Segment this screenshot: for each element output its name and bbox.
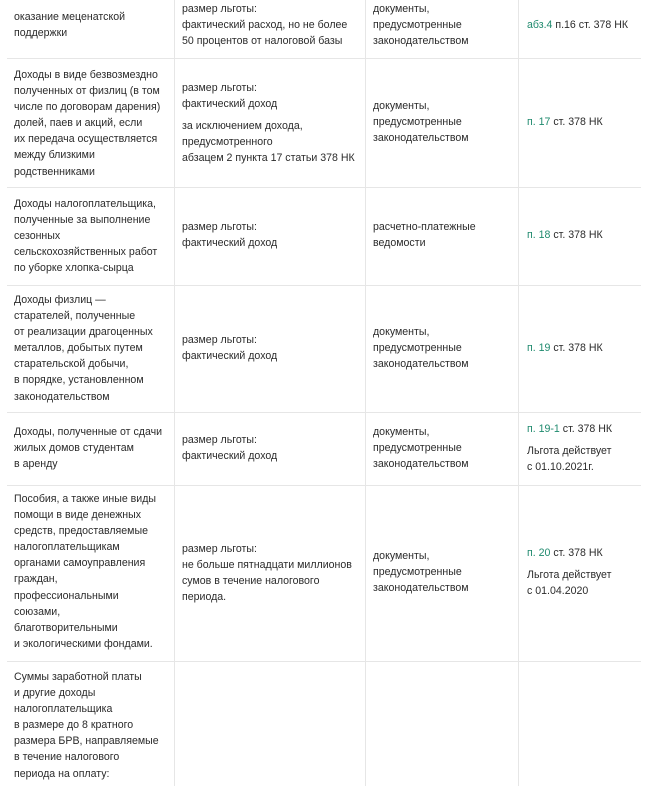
table-row bbox=[7, 59, 641, 188]
benefit-exception-text: за исключением дохода, предусмотренного абзацем 2 пункта 17 статьи 378 НК bbox=[182, 120, 355, 165]
reference-cell bbox=[519, 188, 641, 285]
income-type-text: Доходы налогоплательщика, полученные за выполнение сезонных сельскохозяйственных работ по уборке хлопка-сырца bbox=[14, 198, 158, 275]
documents-cell bbox=[366, 0, 519, 58]
reference-cell bbox=[519, 662, 641, 786]
benefit-size-text: размер льготы: фактический доход bbox=[182, 334, 278, 363]
reference-text bbox=[527, 545, 639, 561]
reference-suffix: ст. 378 НК bbox=[550, 547, 603, 559]
table-row bbox=[7, 188, 641, 286]
benefit-size-text: размер льготы: фактический расход, но не более 50 процентов от налоговой базы bbox=[182, 3, 348, 48]
reference-link[interactable]: п. 17 bbox=[527, 116, 551, 128]
documents-cell bbox=[366, 188, 519, 285]
reference-text bbox=[527, 17, 639, 33]
income-type-cell bbox=[7, 286, 175, 412]
table-row bbox=[7, 486, 641, 662]
benefit-size-cell bbox=[175, 286, 366, 412]
income-type-text: Суммы заработной платы и другие доходы налогоплательщика в размере до 8 кратного размера БРВ, направляемые в течение налогового периода на оплату: bbox=[14, 671, 159, 780]
benefit-size-text: размер льготы: фактический доход bbox=[182, 221, 278, 250]
income-type-cell bbox=[7, 413, 175, 485]
reference-cell bbox=[519, 286, 641, 412]
documents-text: документы, предусмотренные законодательством bbox=[373, 326, 469, 371]
reference-suffix: ст. 378 НК bbox=[550, 342, 603, 354]
documents-text: документы, предусмотренные законодательством bbox=[373, 100, 469, 145]
reference-cell bbox=[519, 486, 641, 661]
documents-text: расчетно-платежные ведомости bbox=[373, 221, 476, 250]
documents-cell bbox=[366, 286, 519, 412]
table-row bbox=[7, 662, 641, 786]
documents-cell bbox=[366, 59, 519, 187]
reference-suffix: ст. 378 НК bbox=[550, 229, 603, 241]
documents-cell bbox=[366, 486, 519, 661]
income-type-text: Доходы, полученные от сдачи жилых домов студентам в аренду bbox=[14, 426, 163, 471]
reference-suffix: п.16 ст. 378 НК bbox=[552, 19, 629, 31]
documents-cell bbox=[366, 662, 519, 786]
benefit-size-text: размер льготы: не больше пятнадцати миллионов сумов в течение налогового периода. bbox=[182, 543, 352, 604]
validity-note: Льгота действует с 01.04.2020 bbox=[527, 569, 612, 598]
reference-link[interactable]: абз.4 bbox=[527, 19, 553, 31]
income-type-text: Доходы в виде безвозмездно полученных от физлиц (в том числе по договорам дарения) долей, паев и акций, если их передача осуществляется между близкими родственниками bbox=[14, 69, 161, 178]
table-row bbox=[7, 286, 641, 413]
reference-cell bbox=[519, 0, 641, 58]
income-type-text: Пособия, а также иные виды помощи в виде денежных средств, предоставляемые налогоплательщикам органами самоуправления граждан, профессиональными союзами, благотворительными и экологическими фондами. bbox=[14, 493, 156, 650]
reference-suffix: ст. 378 НК bbox=[559, 423, 613, 435]
table-row bbox=[7, 413, 641, 486]
reference-text bbox=[527, 227, 639, 243]
table-row bbox=[7, 0, 641, 59]
income-type-text: оказание меценатской поддержки bbox=[14, 11, 126, 40]
benefit-size-text: размер льготы: фактический доход bbox=[182, 434, 278, 463]
income-type-cell bbox=[7, 0, 175, 58]
reference-link[interactable]: п. 19-1 bbox=[527, 423, 560, 435]
validity-note: Льгота действует с 01.10.2021г. bbox=[527, 445, 612, 474]
reference-text bbox=[527, 340, 639, 356]
benefit-size-cell bbox=[175, 59, 366, 187]
income-type-text: Доходы физлиц — старателей, полученные от реализации драгоценных металлов, добытых путем старательской добычи, в порядке, установленном законодательством bbox=[14, 294, 153, 403]
income-type-cell bbox=[7, 188, 175, 285]
documents-cell bbox=[366, 413, 519, 485]
reference-link[interactable]: п. 18 bbox=[527, 229, 551, 241]
reference-suffix: ст. 378 НК bbox=[550, 116, 603, 128]
benefit-size-cell bbox=[175, 188, 366, 285]
reference-cell bbox=[519, 413, 641, 485]
reference-link[interactable]: п. 20 bbox=[527, 547, 551, 559]
benefit-size-text: размер льготы: фактический доход bbox=[182, 82, 278, 111]
benefit-size-cell bbox=[175, 486, 366, 661]
income-type-cell bbox=[7, 486, 175, 661]
reference-text bbox=[527, 114, 639, 130]
documents-text: документы, предусмотренные законодательством bbox=[373, 426, 469, 471]
documents-text: документы, предусмотренные законодательством bbox=[373, 550, 469, 595]
income-type-cell bbox=[7, 662, 175, 786]
benefit-size-cell bbox=[175, 413, 366, 485]
documents-text: документы, предусмотренные законодательством bbox=[373, 3, 469, 48]
benefit-size-cell bbox=[175, 0, 366, 58]
reference-link[interactable]: п. 19 bbox=[527, 342, 551, 354]
reference-text bbox=[527, 421, 639, 437]
reference-cell bbox=[519, 59, 641, 187]
income-type-cell bbox=[7, 59, 175, 187]
benefit-size-cell bbox=[175, 662, 366, 786]
